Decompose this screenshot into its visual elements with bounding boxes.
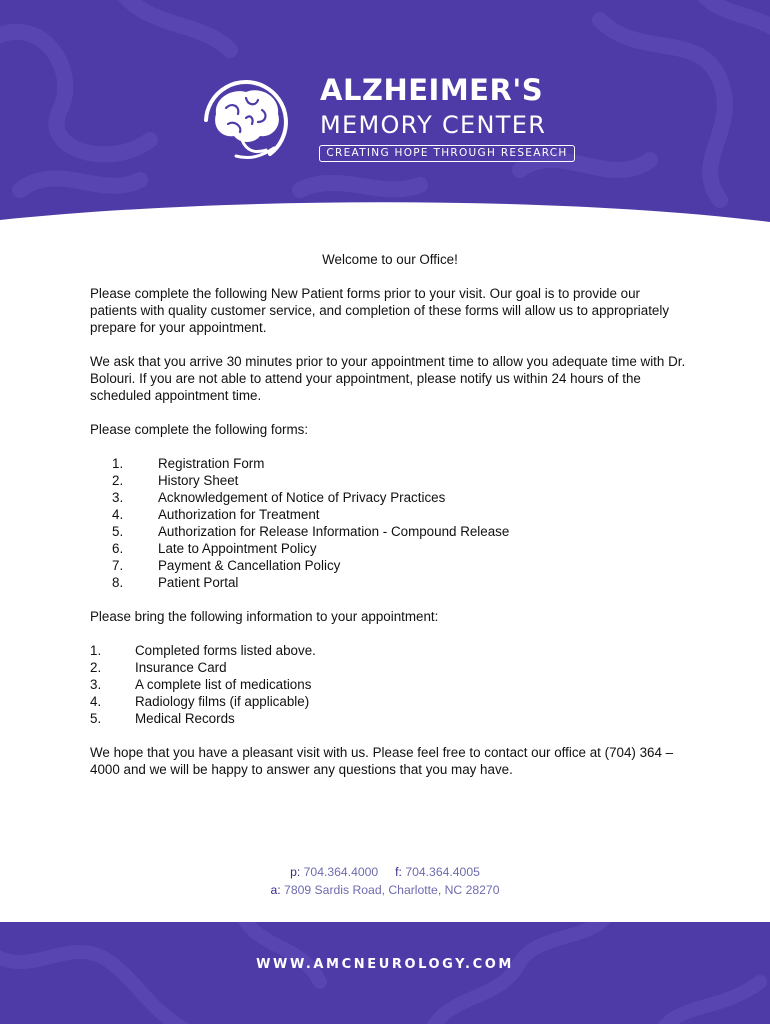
- letter-body: [90, 251, 690, 795]
- address-line: [0, 881, 770, 899]
- address-text: 7809 Sardis Road, Charlotte, NC 28270: [284, 883, 500, 897]
- list-item: 3. Acknowledgement of Notice of Privacy Practices: [112, 490, 446, 505]
- welcome-heading: Welcome to our Office!: [322, 252, 458, 267]
- list-item: 6. Late to Appointment Policy: [112, 541, 317, 556]
- forms-list: [90, 455, 690, 591]
- list-item: 2. Insurance Card: [90, 660, 227, 675]
- website-link[interactable]: WWW.AMCNEUROLOGY.COM: [256, 957, 514, 972]
- list-item: 4. Authorization for Treatment: [112, 507, 320, 522]
- footer-banner: [0, 922, 770, 1024]
- list-item: 1. Completed forms listed above.: [90, 643, 316, 658]
- fax-number: 704.364.4005: [405, 865, 480, 879]
- arrival-paragraph: We ask that you arrive 30 minutes prior to your appointment time to allow you adequate time with Dr. Bolouri. If you are not able to attend your appointment, please notify us within 24 hours of the scheduled appointment time.: [90, 354, 686, 403]
- closing-paragraph: We hope that you have a pleasant visit with us. Please feel free to contact our office at (704) 364 – 4000 and we will be happy to answer any questions that you may have.: [90, 745, 674, 777]
- list-item: 8. Patient Portal: [112, 575, 239, 590]
- bring-heading: Please bring the following information to your appointment:: [90, 609, 439, 624]
- fax-label: f:: [395, 865, 402, 879]
- list-item: 3. A complete list of medications: [90, 677, 312, 692]
- list-item: 5. Authorization for Release Information - Compound Release: [112, 524, 510, 539]
- brand-subname: MEMORY CENTER: [320, 111, 547, 139]
- list-item: 7. Payment & Cancellation Policy: [112, 558, 341, 573]
- brain-logo-icon: [196, 74, 296, 166]
- contact-block: [0, 863, 770, 899]
- phone-number[interactable]: 704.364.4000: [303, 865, 379, 879]
- list-item: 4. Radiology films (if applicable): [90, 694, 310, 709]
- list-item: 5. Medical Records: [90, 711, 235, 726]
- brand-name: ALZHEIMER'S: [320, 73, 544, 107]
- bring-list: [90, 642, 690, 727]
- list-item: 2. History Sheet: [112, 473, 239, 488]
- address-label: a:: [270, 883, 281, 897]
- list-item: 1. Registration Form: [112, 456, 265, 471]
- phone-fax-line: [0, 863, 770, 881]
- intro-paragraph: Please complete the following New Patient forms prior to your visit. Our goal is to provide our patients with quality customer service, and completion of these forms will allow us to appropriately prepare for your appointment.: [90, 286, 670, 335]
- brand-tagline: CREATING HOPE THROUGH RESEARCH: [319, 145, 575, 162]
- forms-heading: Please complete the following forms:: [90, 422, 309, 437]
- phone-label: p:: [290, 865, 301, 879]
